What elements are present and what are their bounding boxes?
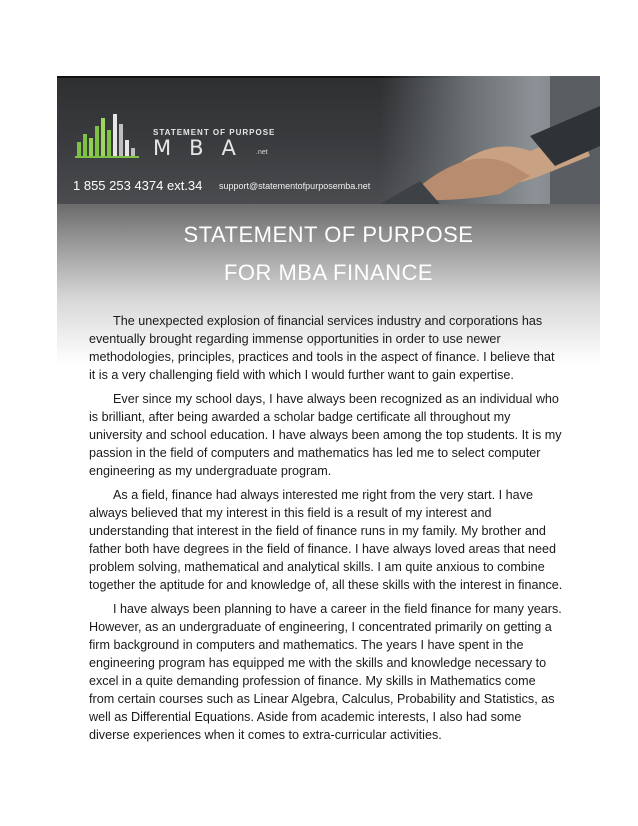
phone-number: 1 855 253 4374 ext.34 — [73, 178, 203, 193]
email-address: support@statementofpurposemba.net — [219, 181, 371, 191]
essay-body — [89, 312, 564, 750]
handshake-photo — [380, 76, 600, 204]
logo-bars-icon — [75, 110, 147, 158]
page-title-line-2: FOR MBA FINANCE — [223, 260, 434, 285]
logo-wordmark: MBA — [153, 136, 254, 160]
logo-suffix: .net — [256, 149, 268, 156]
paragraph: I have always been planning to have a career in the field finance for many years. However, as an undergraduate of engineering, I concentrated primarily on getting a firm background in computers and mathematics. The years I have spent in the engineering program has equipped me with the skills and knowledge necessary to excel in a quite demanding profession of finance. My skills in Mathematics come from certain courses such as Linear Algebra, Calculus, Probability and Statistics, as well as Differential Equations. Aside from academic interests, I also had some diverse experiences when it comes to extra-curricular activities. — [89, 602, 562, 742]
page-title-line-1: STATEMENT OF PURPOSE — [183, 222, 474, 247]
logo-tagline: STATEMENT OF PURPOSE — [153, 128, 276, 137]
handshake-illustration — [380, 76, 600, 204]
paragraph: The unexpected explosion of financial services industry and corporations has eventually brought regarding immense opportunities in order to use newer methodologies, principles, practices and tools in the aspect of finance. I believe that it is a very challenging field with which I would further want to gain expertise. — [89, 314, 555, 382]
paragraph: Ever since my school days, I have always been recognized as an individual who is brilliant, after being awarded a scholar badge certificate all throughout my university and school education. I have always been among the top students. It is my passion in the field of computers and mathematics has led me to select computer engineering as my undergraduate program. — [89, 392, 562, 478]
paragraph: As a field, finance had always interested me right from the very start. I have always believed that my interest in this field is a result of my interest and understanding that interest in the field of finance runs in my family. My brother and father both have degrees in the field of finance. I have always loved areas that need problem solving, mathematical and analytical skills. I am quite anxious to combine together the aptitude for and knowledge of, all these skills with the interest in finance. — [89, 488, 563, 592]
header-banner — [57, 76, 600, 204]
